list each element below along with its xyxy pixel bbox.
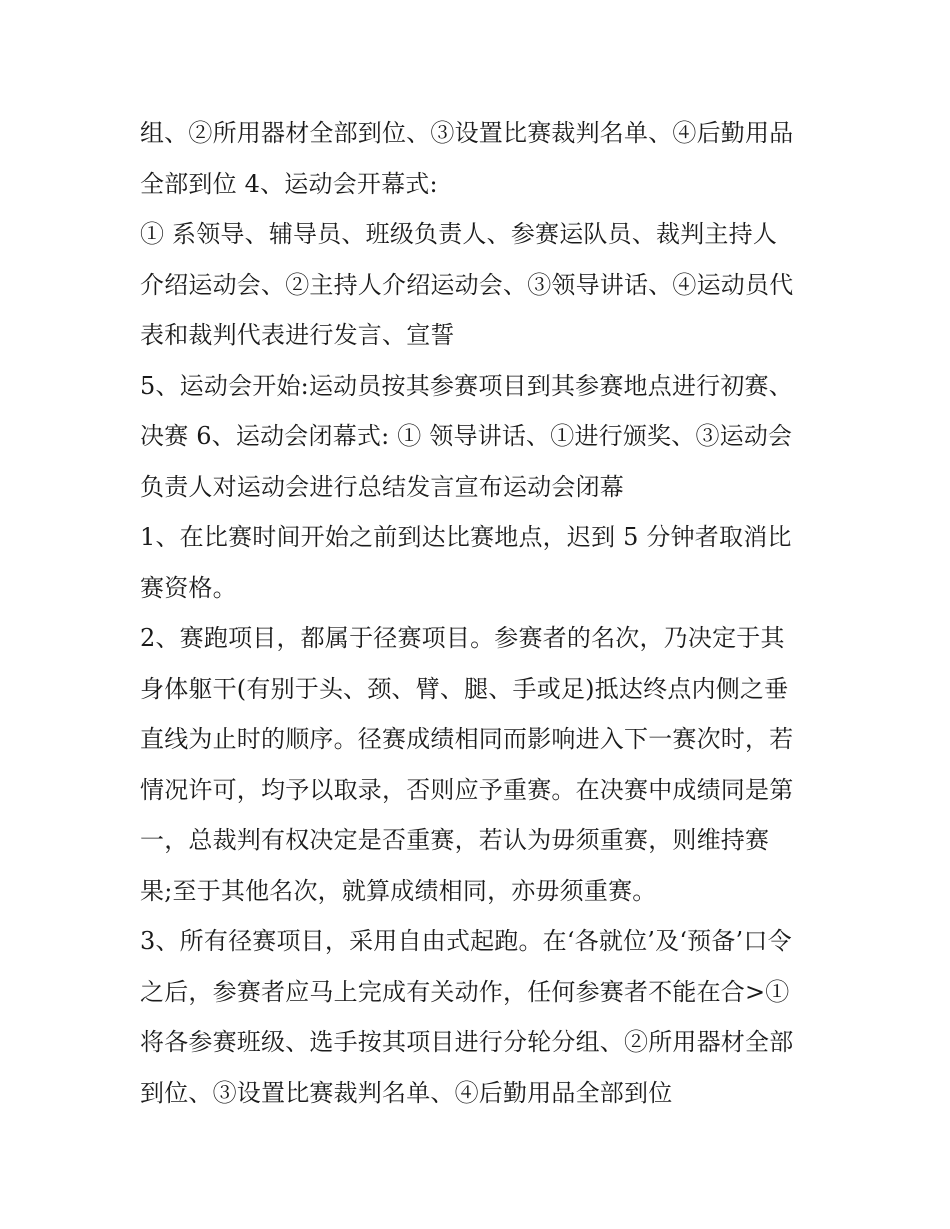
- text-line: 全部到位 4、运动会开幕式:: [140, 169, 438, 198]
- text-line: 将各参赛班级、选手按其项目进行分轮分组、②所用器材全部: [140, 1028, 794, 1056]
- text-line: 情况许可，均予以取录，否则应予重赛。在决赛中成绩同是第: [140, 775, 794, 804]
- text-line: 表和裁判代表进行发言、宣誓: [140, 321, 455, 349]
- text-line: 到位、③设置比赛裁判名单、④后勤用品全部到位: [140, 1078, 673, 1107]
- text-line: 直线为止时的顺序。径赛成绩相同而影响进入下一赛次时，若: [140, 725, 794, 753]
- text-line: 赛资格。: [140, 573, 237, 602]
- text-line: 一，总裁判有权决定是否重赛，若认为毋须重赛，则维持赛: [140, 826, 770, 854]
- text-line: 1、在比赛时间开始之前到达比赛地点，迟到 5 分钟者取消比: [140, 523, 792, 551]
- text-line: 负责人对运动会进行总结发言宣布运动会闭幕: [140, 472, 624, 501]
- text-line: 果;至于其他名次，就算成绩相同，亦毋须重赛。: [140, 876, 657, 905]
- text-line: 5、运动会开始:运动员按其参赛项目到其参赛地点进行初赛、: [140, 371, 793, 400]
- text-line: 组、②所用器材全部到位、③设置比赛裁判名单、④后勤用品: [140, 119, 794, 147]
- document-body: [140, 108, 816, 1118]
- text-line: 3、所有径赛项目，采用自由式起跑。在‘各就位’及‘预备’口令: [140, 927, 792, 955]
- text-line: 决赛 6、运动会闭幕式: ① 领导讲话、①进行颁奖、③运动会: [140, 422, 793, 450]
- text-line: 2、赛跑项目，都属于径赛项目。参赛者的名次，乃决定于其: [140, 624, 785, 652]
- text-line: 身体躯干(有别于头、颈、臂、腿、手或足)抵达终点内侧之垂: [140, 674, 789, 703]
- text-line: 介绍运动会、②主持人介绍运动会、③领导讲话、④运动员代: [140, 270, 794, 299]
- text-line: 之后，参赛者应马上完成有关动作，任何参赛者不能在合>①: [140, 977, 790, 1006]
- text-line: ① 系领导、辅导员、班级负责人、参赛运队员、裁判主持人: [140, 220, 778, 248]
